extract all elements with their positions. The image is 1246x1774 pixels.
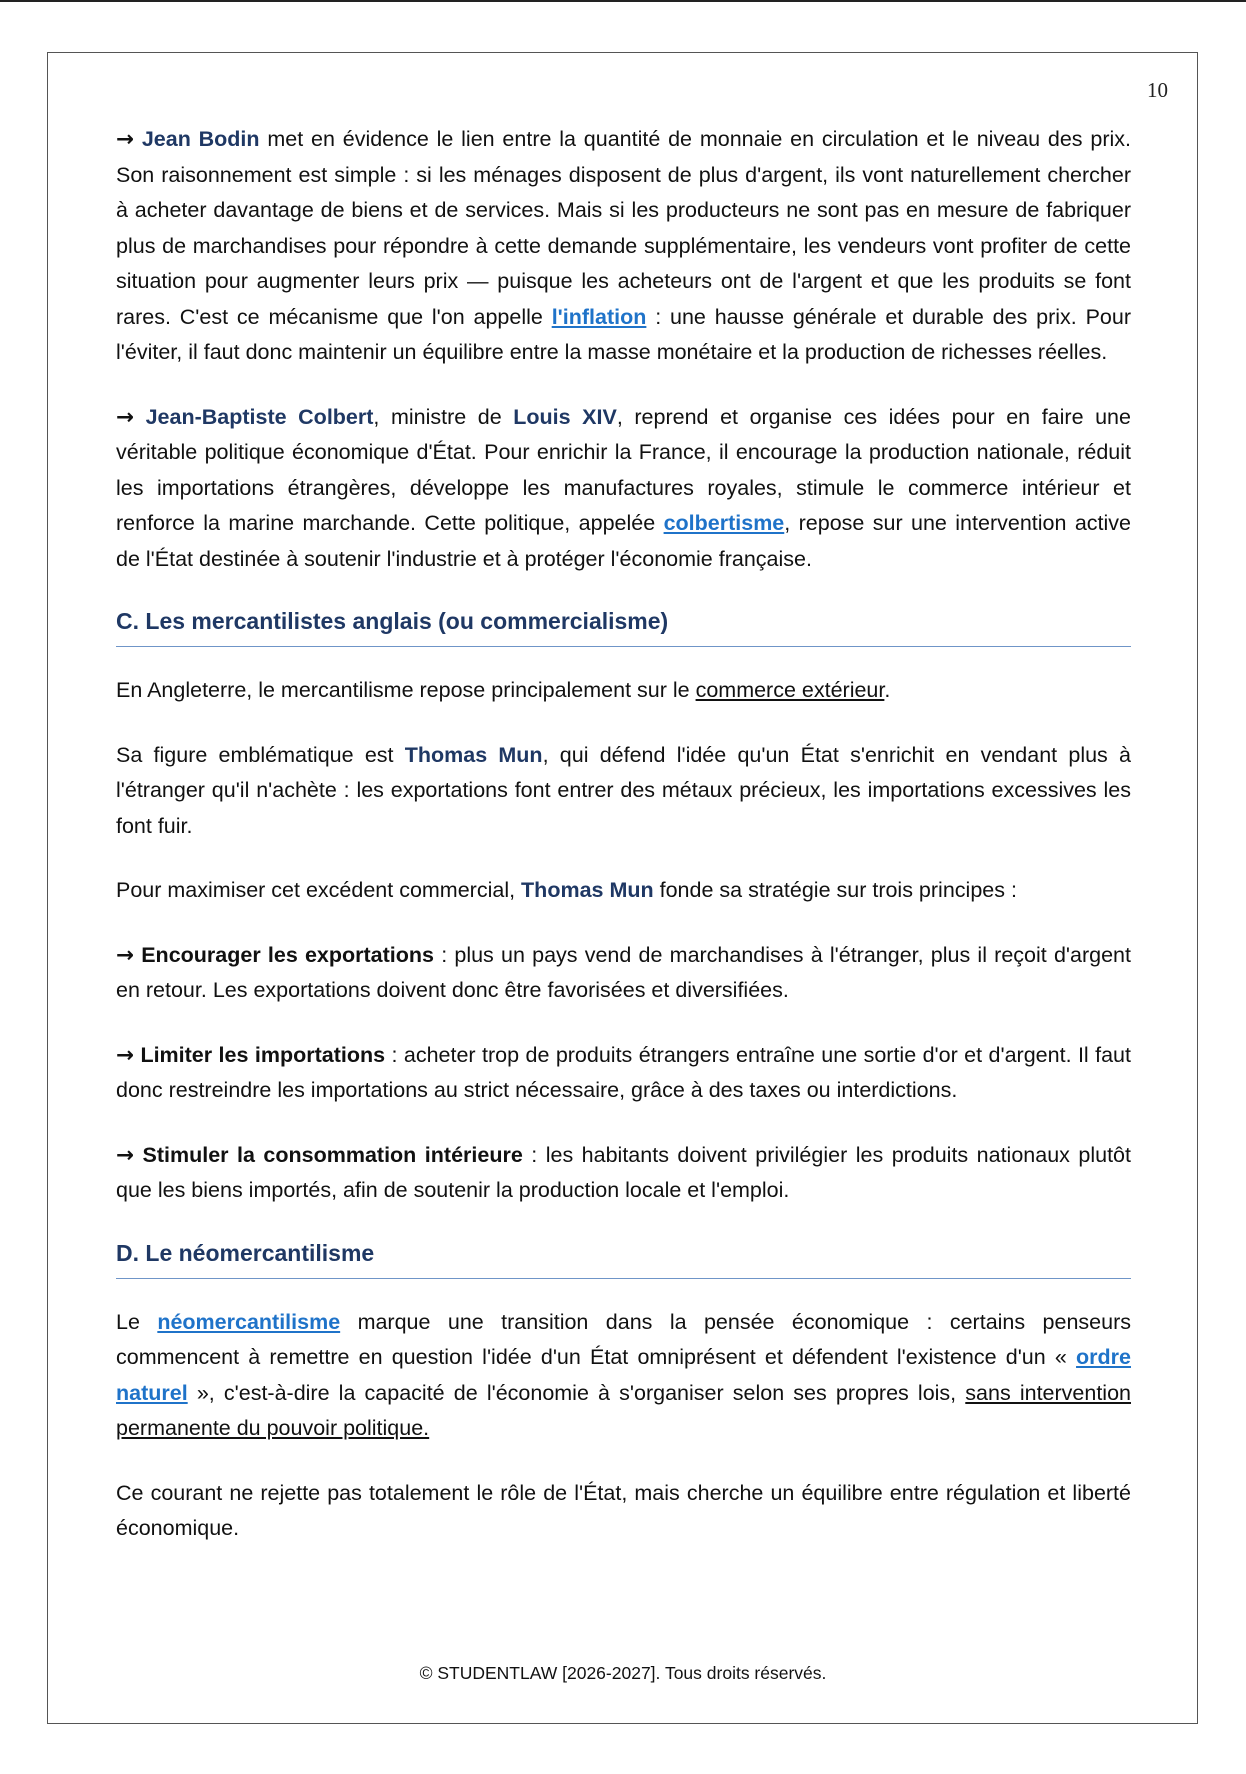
underlined-text: commerce extérieur [695, 678, 885, 702]
arrow-icon: → [116, 1142, 135, 1168]
footer-copyright: © STUDENTLAW [2026-2027]. Tous droits réservés. [419, 1663, 827, 1683]
arrow-icon: → [116, 942, 135, 968]
term-link-neomercantilisme[interactable]: néomercantilisme [157, 1309, 341, 1334]
underlined-text: sans intervention permanente du pouvoir politique. [116, 1380, 1131, 1440]
paragraph-text: , ministre de [373, 404, 514, 429]
principle-title: Limiter les importations [140, 1042, 386, 1067]
paragraph-text: met en évidence le lien entre la quantité de monnaie en circulation et le niveau des prix. Son raisonnement est simple : si les ménages disposent de plus d'argent, ils vont naturellement chercher à acheter davantage de biens et de services. Mais si les producteurs ne sont pas en mesure de fabriquer plus de marchandises pour répondre à cette demande supplémentaire, les vendeurs vont profiter de cette situation pour augmenter leurs prix — puisque les acheteurs ont de l'argent et que les produits se font rares. C'est ce mécanisme que l'on appelle [116, 127, 1131, 329]
paragraph-strategie [116, 873, 1131, 909]
paragraph-text: », c'est-à-dire la capacité de l'économie à s'organiser selon ses propres lois, [187, 1380, 966, 1405]
paragraph-text: , reprend et organise ces idées pour en faire une véritable politique économique d'État. Pour enrichir la France, il encourage la production nationale, réduit les importations étrangères, développe les manufactures royales, stimule le commerce intérieur et renforce la marine marchande. Cette politique, appelée [116, 404, 1131, 535]
paragraph-text: Sa figure emblématique est [116, 742, 405, 767]
principle-text: : les habitants doivent privilégier les produits nationaux plutôt que les biens importés, afin de soutenir la production locale et l'emploi. [116, 1142, 1131, 1202]
paragraph-text: : une hausse générale et durable des prix. Pour l'éviter, il faut donc maintenir un équilibre entre la masse monétaire et la production de richesses réelles. [116, 304, 1131, 364]
arrow-icon: → [116, 1042, 135, 1068]
arrow-icon: → [116, 404, 135, 430]
paragraph-text: fonde sa stratégie sur trois principes : [653, 878, 1017, 902]
paragraph-neomercantilisme [116, 1305, 1131, 1447]
page-content [116, 122, 1131, 1576]
paragraph-conclusion: Ce courant ne rejette pas totalement le rôle de l'État, mais cherche un équilibre entre régulation et liberté économique. [116, 1480, 1131, 1540]
principle-title: Encourager les exportations [141, 942, 434, 967]
person-name: Louis XIV [513, 404, 617, 429]
term-link-ordre-naturel[interactable]: ordre naturel [116, 1345, 1131, 1405]
top-rule [0, 0, 1246, 2]
principle-item [116, 938, 1131, 1009]
principle-text: : plus un pays vend de marchandises à l'étranger, plus il reçoit d'argent en retour. Les exportations doivent donc être favorisées et diversifiées. [116, 942, 1131, 1002]
paragraph-angleterre [116, 673, 1131, 709]
paragraph-text: Le [116, 1309, 158, 1334]
arrow-icon: → [116, 127, 135, 152]
person-name: Thomas Mun [404, 742, 543, 767]
paragraph-colbert [116, 400, 1131, 578]
section-heading-c: C. Les mercantilistes anglais (ou commercialisme) [116, 606, 1131, 647]
paragraph-text: , repose sur une intervention active de l'État destinée à soutenir l'industrie et à protéger l'économie française. [116, 511, 1131, 571]
section-heading-d: D. Le néomercantilisme [116, 1238, 1131, 1279]
person-name: Thomas Mun [521, 878, 654, 902]
term-link-colbertisme[interactable]: colbertisme [663, 511, 785, 535]
paragraph-text: Pour maximiser cet excédent commercial, [116, 878, 522, 902]
principle-text: : acheter trop de produits étrangers entraîne une sortie d'or et d'argent. Il faut donc restreindre les importations au strict nécessaire, grâce à des taxes ou interdictions. [116, 1042, 1131, 1102]
page-number: 10 [1147, 78, 1168, 102]
principle-title: Stimuler la consommation intérieure [142, 1142, 523, 1167]
principle-item [116, 1138, 1131, 1209]
paragraph-mun [116, 738, 1131, 845]
paragraph-bodin [116, 122, 1131, 371]
person-name: Jean-Baptiste Colbert [145, 404, 374, 429]
principle-item [116, 1038, 1131, 1109]
paragraph-text: . [884, 678, 891, 702]
paragraph-text: , qui défend l'idée qu'un État s'enrichit en vendant plus à l'étranger qu'il n'achète : les exportations font entrer des métaux précieux, les importations excessives les font fuir. [116, 742, 1131, 838]
term-link-inflation[interactable]: l'inflation [551, 304, 647, 329]
person-name: Jean Bodin [141, 127, 260, 151]
paragraph-text: marque une transition dans la pensée économique : certains penseurs commencent à remettre en question l'idée d'un État omniprésent et défendent l'existence d'un « [116, 1309, 1131, 1369]
paragraph-text: En Angleterre, le mercantilisme repose principalement sur le [116, 678, 696, 702]
